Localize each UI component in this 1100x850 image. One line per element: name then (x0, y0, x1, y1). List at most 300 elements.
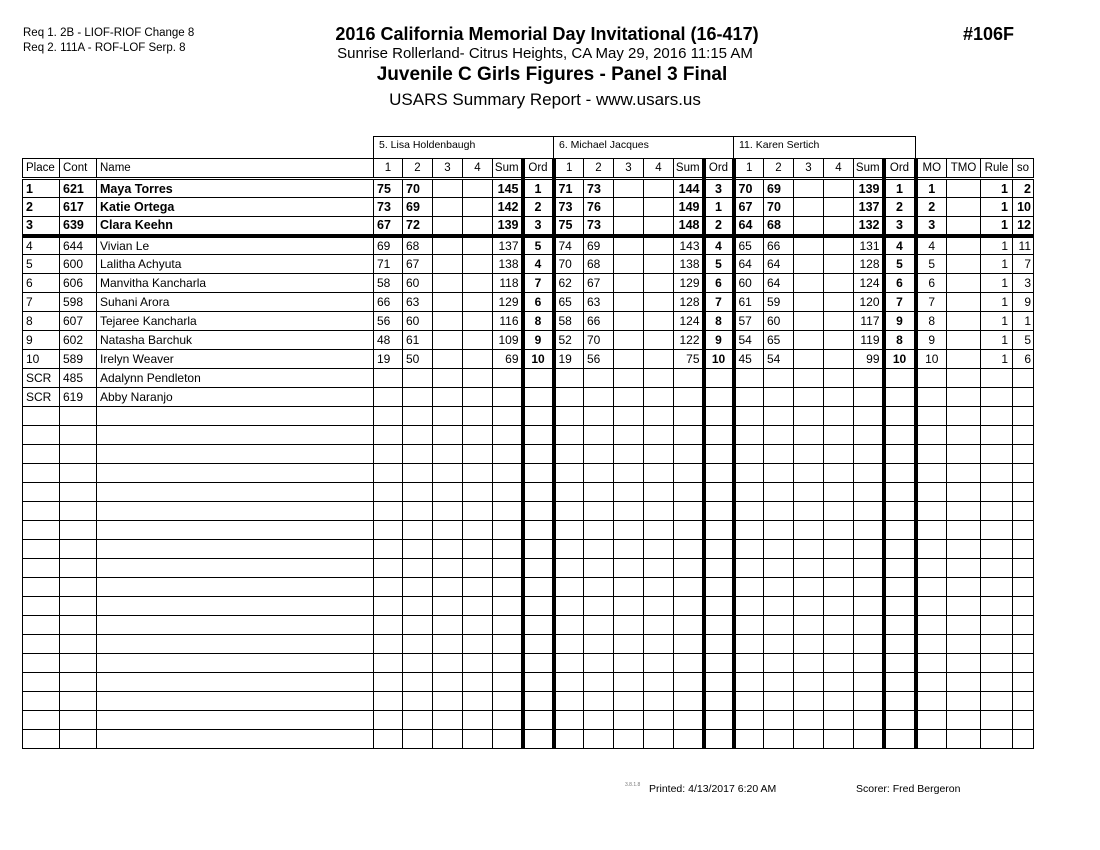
judge2-ordinal-cell: 6 (704, 274, 734, 293)
table-row (23, 730, 1034, 749)
judge3-ordinal-cell (884, 692, 916, 711)
judge3-score3-cell (794, 578, 824, 597)
rule-cell: 1 (981, 331, 1013, 350)
name-cell (97, 521, 374, 540)
judge3-sum-cell (854, 426, 884, 445)
judge3-ordinal-cell (884, 521, 916, 540)
judge3-sum-cell (854, 445, 884, 464)
printed-timestamp: Printed: 4/13/2017 6:20 AM (649, 783, 777, 795)
judge1-ordinal-cell (523, 692, 554, 711)
judge3-sum-cell (854, 483, 884, 502)
judge2-ordinal-cell (704, 521, 734, 540)
judge1-score4-cell (463, 521, 493, 540)
venue-datetime: Sunrise Rollerland- Citrus Heights, CA May 29, 2016 11:15 AM (337, 45, 753, 62)
judge1-ordinal-cell: 6 (523, 293, 554, 312)
so-cell (1013, 673, 1034, 692)
judge2-sum-cell (674, 578, 704, 597)
judge1-sum-cell: 145 (493, 179, 523, 198)
judge3-score3-cell (794, 369, 824, 388)
judge1-score4-cell (463, 312, 493, 331)
rule-cell (981, 445, 1013, 464)
place-cell (23, 426, 60, 445)
judge2-score4-cell (644, 521, 674, 540)
judge3-score1-cell (734, 692, 764, 711)
judge2-score4-cell (644, 578, 674, 597)
judge2-score1-cell (554, 635, 584, 654)
judge1-score2-cell (403, 597, 433, 616)
judge2-sum-cell (674, 559, 704, 578)
judge3-score3-cell (794, 407, 824, 426)
judge3-score3-cell (794, 179, 824, 198)
judge2-score2-cell (584, 464, 614, 483)
rule-cell: 1 (981, 217, 1013, 236)
judge2-ordinal-cell (704, 464, 734, 483)
tmo-cell (947, 293, 981, 312)
judge1-score4-cell (463, 559, 493, 578)
judge1-sum-cell: 69 (493, 350, 523, 369)
judge3-score2-cell (764, 597, 794, 616)
judge1-score3-cell (433, 597, 463, 616)
table-row (23, 426, 1034, 445)
col-place: Place (23, 159, 60, 179)
results-table (22, 158, 1034, 749)
judge1-sum-cell (493, 521, 523, 540)
place-cell: 9 (23, 331, 60, 350)
cont-cell (60, 635, 97, 654)
judge3-score1-cell (734, 711, 764, 730)
mo-cell: 2 (916, 198, 947, 217)
judge3-score4-cell (824, 692, 854, 711)
name-cell: Clara Keehn (97, 217, 374, 236)
cont-cell (60, 692, 97, 711)
judge1-score4-cell (463, 236, 493, 255)
col-j2-sum: Sum (674, 159, 704, 179)
judge2-score2-cell (584, 730, 614, 749)
col-j1-s4: 4 (463, 159, 493, 179)
judge2-score2-cell: 66 (584, 312, 614, 331)
table-row (23, 692, 1034, 711)
judge1-score3-cell (433, 559, 463, 578)
judge1-ordinal-cell (523, 445, 554, 464)
rule-cell (981, 673, 1013, 692)
judge2-score4-cell (644, 255, 674, 274)
judge3-score2-cell (764, 445, 794, 464)
judge2-score3-cell (614, 597, 644, 616)
judge2-score1-cell (554, 464, 584, 483)
judge3-sum-cell (854, 521, 884, 540)
judge3-ordinal-cell: 7 (884, 293, 916, 312)
judge2-ordinal-cell (704, 654, 734, 673)
judge1-score1-cell: 73 (374, 198, 403, 217)
judge2-ordinal-cell (704, 540, 734, 559)
judge3-ordinal-cell (884, 730, 916, 749)
judge2-score1-cell: 52 (554, 331, 584, 350)
judge2-score4-cell (644, 730, 674, 749)
judge1-score2-cell (403, 635, 433, 654)
judge3-score4-cell (824, 483, 854, 502)
table-row (23, 369, 1034, 388)
event-number: #106F (963, 24, 1015, 44)
judge1-score1-cell (374, 369, 403, 388)
judge1-score1-cell: 56 (374, 312, 403, 331)
so-cell: 2 (1013, 179, 1034, 198)
judge3-sum-cell: 99 (854, 350, 884, 369)
judge2-score2-cell (584, 388, 614, 407)
judge2-score3-cell (614, 388, 644, 407)
judge1-score1-cell: 66 (374, 293, 403, 312)
tmo-cell (947, 274, 981, 293)
judge1-score1-cell (374, 730, 403, 749)
so-cell (1013, 426, 1034, 445)
judge2-score3-cell (614, 540, 644, 559)
rule-cell: 1 (981, 179, 1013, 198)
judge2-ordinal-cell (704, 445, 734, 464)
name-cell: Manvitha Kancharla (97, 274, 374, 293)
judge1-sum-cell (493, 426, 523, 445)
judge2-score3-cell (614, 217, 644, 236)
rule-cell: 1 (981, 198, 1013, 217)
judge2-ordinal-cell (704, 483, 734, 502)
name-cell (97, 616, 374, 635)
place-cell: 1 (23, 179, 60, 198)
judge2-score4-cell (644, 673, 674, 692)
judge1-score3-cell (433, 445, 463, 464)
so-cell (1013, 502, 1034, 521)
tmo-cell (947, 426, 981, 445)
judge2-score4-cell (644, 540, 674, 559)
judge2-sum-cell: 138 (674, 255, 704, 274)
judge3-ordinal-cell (884, 654, 916, 673)
judge1-score1-cell (374, 616, 403, 635)
name-cell: Tejaree Kancharla (97, 312, 374, 331)
judge2-score2-cell: 70 (584, 331, 614, 350)
judge2-score1-cell: 71 (554, 179, 584, 198)
judge3-score4-cell (824, 578, 854, 597)
judge3-score1-cell (734, 521, 764, 540)
judge2-score1-cell (554, 559, 584, 578)
judge3-sum-cell: 139 (854, 179, 884, 198)
judge3-score2-cell (764, 654, 794, 673)
judge3-score4-cell (824, 217, 854, 236)
so-cell (1013, 445, 1034, 464)
judge1-ordinal-cell: 10 (523, 350, 554, 369)
judge3-ordinal-cell (884, 445, 916, 464)
judge2-score4-cell (644, 635, 674, 654)
cont-cell (60, 673, 97, 692)
judge2-score4-cell (644, 388, 674, 407)
judge1-score4-cell (463, 293, 493, 312)
cont-cell (60, 502, 97, 521)
judge1-sum-cell (493, 730, 523, 749)
judge1-score4-cell (463, 692, 493, 711)
judge2-score2-cell (584, 673, 614, 692)
judge2-score2-cell (584, 483, 614, 502)
mo-cell: 8 (916, 312, 947, 331)
cont-cell: 600 (60, 255, 97, 274)
table-row (23, 578, 1034, 597)
judge1-ordinal-cell (523, 597, 554, 616)
judge1-score3-cell (433, 179, 463, 198)
judge1-score2-cell (403, 369, 433, 388)
judge3-score2-cell (764, 635, 794, 654)
judge2-score1-cell (554, 730, 584, 749)
name-cell: Abby Naranjo (97, 388, 374, 407)
judge1-score3-cell (433, 312, 463, 331)
judge3-sum-cell (854, 369, 884, 388)
rule-cell: 1 (981, 350, 1013, 369)
col-rule: Rule (981, 159, 1013, 179)
judge1-score2-cell (403, 464, 433, 483)
name-cell (97, 730, 374, 749)
judge3-score4-cell (824, 711, 854, 730)
judge1-score1-cell (374, 635, 403, 654)
tmo-cell (947, 217, 981, 236)
judge3-score2-cell: 65 (764, 331, 794, 350)
judge3-score3-cell (794, 217, 824, 236)
judge1-score3-cell (433, 502, 463, 521)
judge3-ordinal-cell (884, 635, 916, 654)
name-cell: Natasha Barchuk (97, 331, 374, 350)
judge3-sum-cell (854, 654, 884, 673)
place-cell (23, 483, 60, 502)
judge3-score3-cell (794, 597, 824, 616)
judge1-score2-cell: 68 (403, 236, 433, 255)
judge1-sum-cell (493, 692, 523, 711)
place-cell (23, 597, 60, 616)
table-row (23, 711, 1034, 730)
mo-cell (916, 483, 947, 502)
mo-cell (916, 711, 947, 730)
judge1-score1-cell: 19 (374, 350, 403, 369)
judge1-score2-cell (403, 692, 433, 711)
judge2-sum-cell (674, 388, 704, 407)
mo-cell (916, 426, 947, 445)
judge1-score2-cell (403, 521, 433, 540)
judge3-score3-cell (794, 616, 824, 635)
cont-cell (60, 445, 97, 464)
rule-cell (981, 540, 1013, 559)
col-j1-sum: Sum (493, 159, 523, 179)
judge3-score3-cell (794, 198, 824, 217)
judge3-score2-cell (764, 578, 794, 597)
mo-cell (916, 654, 947, 673)
so-cell (1013, 578, 1034, 597)
place-cell (23, 616, 60, 635)
mo-cell (916, 540, 947, 559)
judge1-score1-cell (374, 578, 403, 597)
judge1-score4-cell (463, 711, 493, 730)
table-row (23, 673, 1034, 692)
judge3-score3-cell (794, 635, 824, 654)
judge2-ordinal-cell (704, 388, 734, 407)
judge2-ordinal-cell: 5 (704, 255, 734, 274)
judge3-score2-cell (764, 692, 794, 711)
judge1-ordinal-cell: 1 (523, 179, 554, 198)
judge2-score3-cell (614, 426, 644, 445)
judge2-score2-cell (584, 711, 614, 730)
judge3-score1-cell: 61 (734, 293, 764, 312)
judge3-sum-cell: 137 (854, 198, 884, 217)
cont-cell (60, 616, 97, 635)
judge2-score4-cell (644, 464, 674, 483)
judge2-sum-cell (674, 369, 704, 388)
judge3-score2-cell (764, 388, 794, 407)
judge1-sum-cell (493, 369, 523, 388)
judge2-score2-cell (584, 578, 614, 597)
judge3-score4-cell (824, 426, 854, 445)
cont-cell (60, 407, 97, 426)
rule-cell (981, 635, 1013, 654)
tmo-cell (947, 578, 981, 597)
judge3-ordinal-cell: 8 (884, 331, 916, 350)
name-cell: Irelyn Weaver (97, 350, 374, 369)
judge3-ordinal-cell (884, 464, 916, 483)
tmo-cell (947, 236, 981, 255)
judge1-ordinal-cell (523, 521, 554, 540)
mo-cell (916, 464, 947, 483)
judge3-sum-cell: 132 (854, 217, 884, 236)
place-cell (23, 445, 60, 464)
judge1-score4-cell (463, 331, 493, 350)
judge2-score4-cell (644, 426, 674, 445)
judge2-score4-cell (644, 350, 674, 369)
judge2-score2-cell: 73 (584, 179, 614, 198)
cont-cell (60, 730, 97, 749)
judge2-sum-cell (674, 483, 704, 502)
rule-cell: 1 (981, 312, 1013, 331)
judge2-sum-cell (674, 502, 704, 521)
judge1-score4-cell (463, 578, 493, 597)
judge1-score2-cell (403, 559, 433, 578)
judge3-score1-cell: 65 (734, 236, 764, 255)
rule-cell (981, 559, 1013, 578)
judge2-score3-cell (614, 692, 644, 711)
judge1-ordinal-cell: 5 (523, 236, 554, 255)
judge3-score2-cell: 66 (764, 236, 794, 255)
judge2-score2-cell (584, 445, 614, 464)
judge1-score1-cell (374, 388, 403, 407)
judge2-score1-cell: 70 (554, 255, 584, 274)
tmo-cell (947, 369, 981, 388)
judge3-score1-cell (734, 635, 764, 654)
judge3-score3-cell (794, 730, 824, 749)
judge3-score3-cell (794, 464, 824, 483)
judge1-score1-cell (374, 521, 403, 540)
name-cell: Vivian Le (97, 236, 374, 255)
mo-cell: 4 (916, 236, 947, 255)
table-row (23, 540, 1034, 559)
judge2-score1-cell: 65 (554, 293, 584, 312)
judge1-score1-cell: 71 (374, 255, 403, 274)
judge2-sum-cell: 149 (674, 198, 704, 217)
place-cell: 2 (23, 198, 60, 217)
judge2-score4-cell (644, 711, 674, 730)
judge1-score2-cell: 69 (403, 198, 433, 217)
judge3-score4-cell (824, 502, 854, 521)
judge2-score3-cell (614, 312, 644, 331)
judge1-score2-cell (403, 578, 433, 597)
judge1-score1-cell (374, 673, 403, 692)
name-cell (97, 559, 374, 578)
judge2-sum-cell: 144 (674, 179, 704, 198)
judge3-score1-cell: 57 (734, 312, 764, 331)
name-cell (97, 673, 374, 692)
judge3-score4-cell (824, 388, 854, 407)
tmo-cell (947, 445, 981, 464)
cont-cell (60, 597, 97, 616)
judge3-ordinal-cell (884, 369, 916, 388)
place-cell: SCR (23, 369, 60, 388)
judge2-sum-cell (674, 426, 704, 445)
mo-cell (916, 635, 947, 654)
table-row (23, 255, 1034, 274)
judge2-score3-cell (614, 293, 644, 312)
judge2-sum-cell (674, 635, 704, 654)
judge-header-2: 6. Michael Jacques (553, 136, 734, 158)
competition-title: 2016 California Memorial Day Invitational (16-417) (335, 24, 759, 44)
judge1-sum-cell (493, 654, 523, 673)
judge3-score3-cell (794, 350, 824, 369)
judge2-score4-cell (644, 407, 674, 426)
judge2-score1-cell (554, 369, 584, 388)
judge3-ordinal-cell: 2 (884, 198, 916, 217)
judge2-ordinal-cell (704, 426, 734, 445)
judge2-score3-cell (614, 711, 644, 730)
tmo-cell (947, 407, 981, 426)
judge1-score2-cell: 60 (403, 274, 433, 293)
mo-cell (916, 597, 947, 616)
tmo-cell (947, 483, 981, 502)
place-cell (23, 711, 60, 730)
judge3-score3-cell (794, 654, 824, 673)
table-row (23, 616, 1034, 635)
judge1-sum-cell (493, 483, 523, 502)
judge3-score3-cell (794, 540, 824, 559)
judge3-score4-cell (824, 464, 854, 483)
judge2-score2-cell: 76 (584, 198, 614, 217)
rule-cell (981, 464, 1013, 483)
so-cell (1013, 616, 1034, 635)
judge3-score2-cell: 69 (764, 179, 794, 198)
judge2-score1-cell: 62 (554, 274, 584, 293)
judge1-ordinal-cell (523, 616, 554, 635)
name-cell (97, 578, 374, 597)
name-cell: Suhani Arora (97, 293, 374, 312)
judge3-score2-cell (764, 407, 794, 426)
judge3-score3-cell (794, 445, 824, 464)
judge3-score1-cell: 70 (734, 179, 764, 198)
table-row (23, 274, 1034, 293)
judge1-score4-cell (463, 673, 493, 692)
so-cell (1013, 635, 1034, 654)
judge-header-3: 11. Karen Sertich (733, 136, 916, 158)
judge3-score3-cell (794, 293, 824, 312)
mo-cell: 9 (916, 331, 947, 350)
judge1-score4-cell (463, 388, 493, 407)
judge3-score2-cell (764, 559, 794, 578)
judge2-score2-cell (584, 597, 614, 616)
judge1-score2-cell: 50 (403, 350, 433, 369)
judge3-score4-cell (824, 540, 854, 559)
judge2-ordinal-cell (704, 407, 734, 426)
judge2-score2-cell: 68 (584, 255, 614, 274)
software-version: 3.8.1.8 (625, 782, 641, 788)
judge2-score4-cell (644, 369, 674, 388)
judge1-score2-cell: 61 (403, 331, 433, 350)
judge3-score3-cell (794, 692, 824, 711)
judge2-ordinal-cell (704, 578, 734, 597)
judge2-score4-cell (644, 483, 674, 502)
